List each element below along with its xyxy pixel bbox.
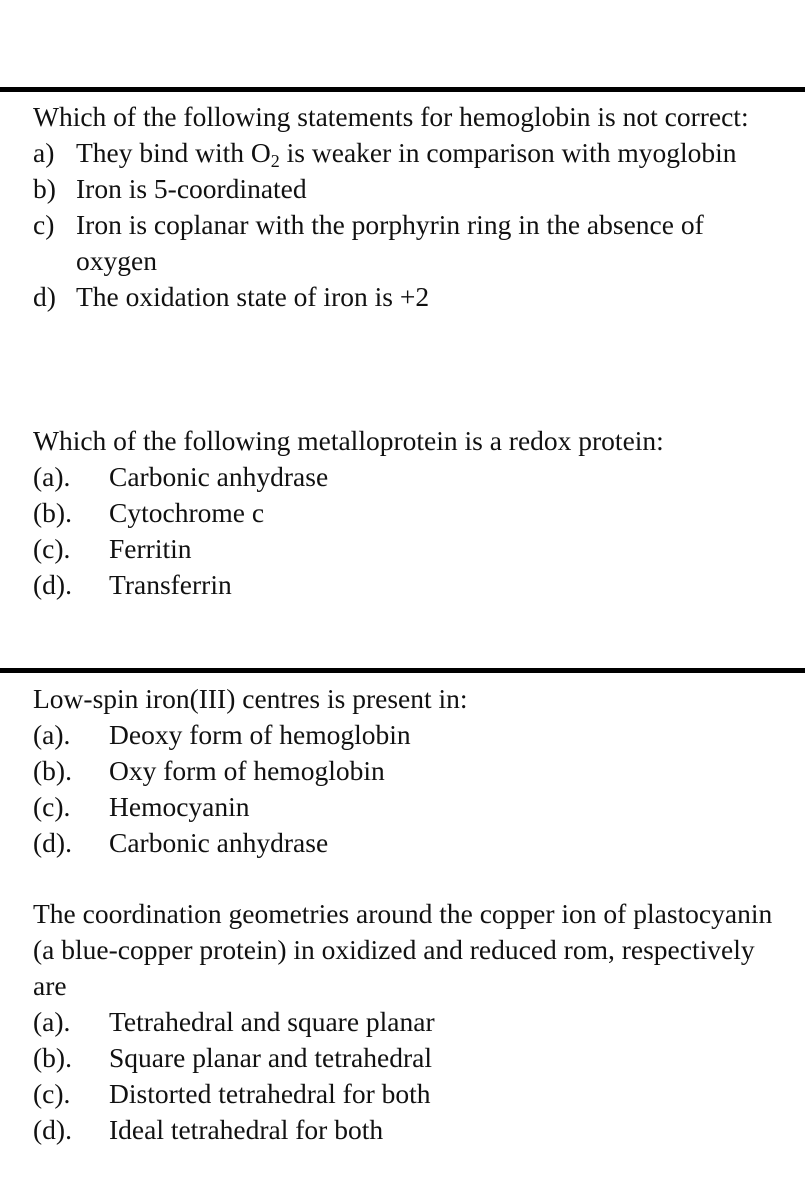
option-label: d)	[33, 281, 56, 312]
option-text: Deoxy form of hemoglobin	[109, 719, 411, 750]
question-1-option-a	[33, 135, 773, 171]
option-text: Ideal tetrahedral for both	[109, 1114, 384, 1145]
option-label: (c).	[33, 791, 71, 822]
question-4	[33, 896, 773, 1148]
option-label: (c).	[33, 1078, 71, 1109]
question-4-option-a	[33, 1004, 773, 1040]
question-1-stem: Which of the following statements for hemoglobin is not correct:	[33, 101, 749, 132]
question-2-option-d	[33, 567, 773, 603]
option-label: (b).	[33, 1042, 72, 1073]
section-divider-top	[0, 87, 805, 92]
option-text: Carbonic anhydrase	[109, 827, 329, 858]
option-label: (a).	[33, 1006, 71, 1037]
question-4-option-d	[33, 1112, 773, 1148]
option-text: Tetrahedral and square planar	[109, 1006, 435, 1037]
option-text: Hemocyanin	[109, 791, 250, 822]
option-text: Iron is coplanar with the porphyrin ring in the absence of oxygen	[76, 209, 704, 276]
option-text: Iron is 5-coordinated	[76, 173, 307, 204]
question-4-option-b	[33, 1040, 773, 1076]
question-4-stem: The coordination geometries around the copper ion of plastocyanin (a blue-copper protein) in oxidized and reduced rom, respectively are	[33, 898, 773, 1001]
option-label: b)	[33, 173, 56, 204]
option-text: Distorted tetrahedral for both	[109, 1078, 431, 1109]
option-text: Transferrin	[109, 569, 232, 600]
question-1-option-b	[33, 171, 773, 207]
option-text: Square planar and tetrahedral	[109, 1042, 432, 1073]
option-label: (a).	[33, 719, 71, 750]
option-label: (b).	[33, 497, 72, 528]
option-label: c)	[33, 209, 55, 240]
option-text: Cytochrome c	[109, 497, 265, 528]
question-1-option-c	[33, 207, 773, 279]
question-1-option-d	[33, 279, 773, 315]
section-divider-middle	[0, 668, 805, 673]
option-label: (d).	[33, 1114, 72, 1145]
question-2	[33, 423, 773, 603]
option-text: Oxy form of hemoglobin	[109, 755, 385, 786]
option-text: Ferritin	[109, 533, 192, 564]
question-2-option-c	[33, 531, 773, 567]
question-3-option-a	[33, 717, 773, 753]
option-label: a)	[33, 137, 55, 168]
option-label: (d).	[33, 827, 72, 858]
question-3-stem: Low-spin iron(III) centres is present in:	[33, 683, 468, 714]
option-label: (b).	[33, 755, 72, 786]
option-label: (c).	[33, 533, 71, 564]
question-2-option-b	[33, 495, 773, 531]
question-3-option-d	[33, 825, 773, 861]
option-text: The oxidation state of iron is +2	[76, 281, 430, 312]
question-2-stem: Which of the following metalloprotein is a redox protein:	[33, 425, 664, 456]
question-3	[33, 681, 773, 861]
question-3-option-c	[33, 789, 773, 825]
question-2-option-a	[33, 459, 773, 495]
question-4-option-c	[33, 1076, 773, 1112]
question-3-option-b	[33, 753, 773, 789]
question-1	[33, 99, 773, 315]
option-text: Carbonic anhydrase	[109, 461, 329, 492]
option-label: (d).	[33, 569, 72, 600]
option-label: (a).	[33, 461, 71, 492]
option-text: They bind with $O_2$ is weaker in comparison with myoglobin	[76, 137, 737, 171]
